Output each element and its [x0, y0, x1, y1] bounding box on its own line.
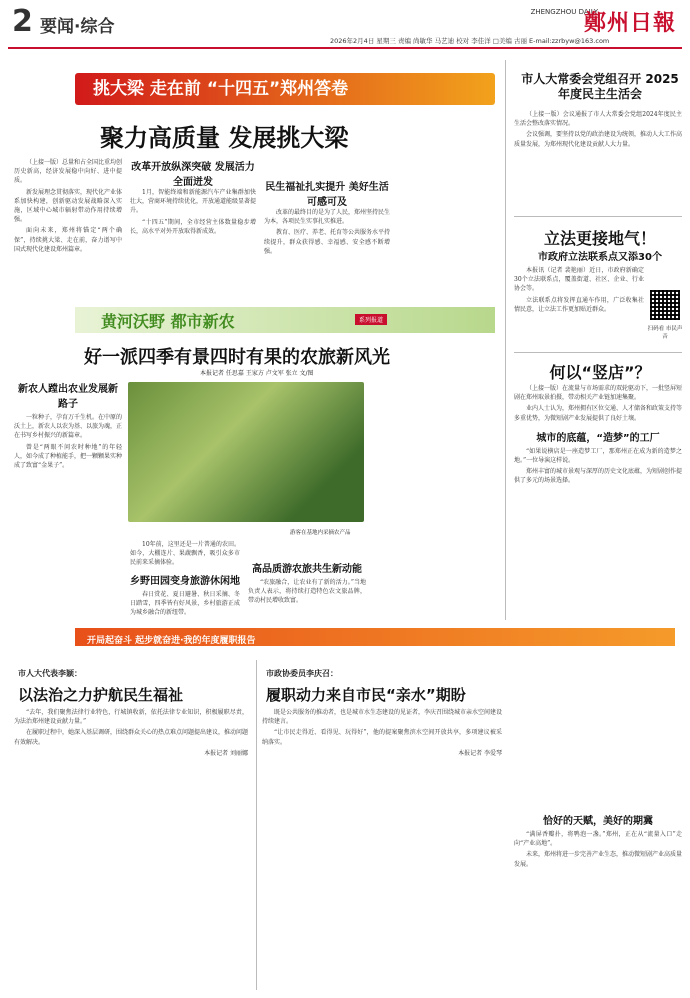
- column-divider: [505, 60, 506, 620]
- report-band-text: 开局起奋斗 起步就奋进·我的年度履职报告: [87, 636, 256, 646]
- lead-paragraph: 改革的最终目的是为了人民，郑州坚持民生为本，各项民生实事扎实推进。: [264, 209, 391, 226]
- npc-meeting-title: 市人大常委会党组召开 2025年度民主生活会: [521, 72, 679, 101]
- series-band-rural: [75, 307, 495, 333]
- studio-paragraph: “满屏香瓣扑，将鸭泡一盏。”郑州，正在从“流量入口”走向“产业高地”。: [514, 831, 682, 848]
- studio-paragraph: “如果说横店是一座造梦工厂，那郑州正在成为新的造梦之地。”一位导演这样说。: [514, 447, 682, 465]
- lead-subhead-1: 改革开放纵深突破 发展活力全面迸发: [131, 162, 255, 188]
- rural-paragraph: 春日赏花、夏日避暑、秋日采摘、冬日踏雪，四季皆有好风景，乡村旅游正成为城乡融合的新纽带。: [130, 590, 240, 617]
- legislation-title: 立法更接地气！: [543, 229, 656, 248]
- deputy-paragraph: “去年，我们聚焦法律行业特色，行城镇收新，依托法律专业知识，积极履职尽责，为法治郑州建设贡献力量。”: [14, 709, 248, 726]
- studio-paragraph: （上接一版）在流量与市场需求的双轮驱动下，一批竖屏短剧在郑州取景拍摄，带动相关产业链加速集聚。: [514, 385, 683, 402]
- studio-subhead-1: 城市的底蕴，“造梦”的工厂: [536, 432, 660, 444]
- logo-english: ZHENGZHOU DAILY: [530, 8, 598, 16]
- studio-subhead-2: 恰好的天赋，美好的期冀: [543, 816, 653, 827]
- npc-meeting-body: [514, 110, 682, 151]
- lead-paragraph: “十四五”期间，全市经营主体数量稳步增长，高水平对外开放取得新成效。: [130, 218, 256, 235]
- vertical-studio-title: 何以“竖店”？: [549, 363, 651, 382]
- cppcc-paragraph: 既是公共服务的推动者，也是城市水生态建设的见证者，李庆召围绕城市亲水空间建设持续建言。: [262, 709, 503, 726]
- legislation-body: [514, 266, 644, 316]
- rural-paragraph: 一粒种子，孕育万千生机。在中原的沃土上，新农人以农为基、以旅为魂，正在书写乡村振兴的新篇章。: [14, 414, 123, 440]
- page-number: 2: [12, 4, 33, 39]
- rural-subhead-3: 高品质游农旅共生新动能: [252, 564, 362, 575]
- cppcc-paragraph: “让市民走得近、看得见、玩得好”，他的提案聚焦滨水空间开放共享，多项建议被采纳落实。: [262, 729, 502, 746]
- cppcc-kicker: 市政协委员李庆召：: [266, 669, 338, 678]
- rural-col-2: [130, 540, 240, 619]
- lead-paragraph: （上接一版）总量和占全国比重均创历史新高，经济发展稳中向好、进中提质。: [14, 159, 123, 185]
- studio-continued: [514, 812, 682, 871]
- legislation-paragraph: 本报讯（记者 裴艳丽）近日，市政府新确定30个立法联系点，覆盖街道、社区、企业、行业协会等。: [514, 267, 644, 293]
- lead-subhead-2: 民生福祉扎实提升 美好生活可感可及: [265, 182, 389, 208]
- dateline: 2026年2月4日 星期三 责编 尚敏华 马艺迪 校对 李佳洋 □美编 古丽 E-mail:zzrbyw@163.com: [330, 37, 610, 45]
- rural-col-1: [14, 380, 122, 472]
- deputy-kicker: 市人大代表李颖：: [18, 669, 82, 678]
- column-divider: [256, 660, 257, 990]
- deputy-body: [14, 708, 248, 760]
- studio-paragraph: 郑州丰富的城市景观与深厚的历史文化底蕴，为短剧创作提供了多元的场景选择。: [514, 468, 683, 485]
- rural-subhead-2: 乡野田园变身旅游休闲地: [130, 575, 240, 587]
- rural-title: 好一派四季有景四时有果的农旅新风光: [84, 347, 390, 368]
- rural-col-3: [248, 540, 366, 608]
- series-tag: 系列报道: [355, 314, 387, 325]
- deputy-paragraph: 在履职过程中，她深入基层调研，围绕群众关心的热点难点问题提出建议，推动问题有效解决。: [14, 729, 249, 746]
- header-rule: [8, 47, 682, 49]
- page-header: [0, 0, 690, 58]
- rural-paragraph: “农旅融合，让农业有了新的活力。”当地负责人表示，将持续打造特色农文旅品牌，带动村民增收致富。: [248, 579, 366, 605]
- lead-col-2: [130, 158, 256, 238]
- lead-paragraph: 教育、医疗、养老、托育等公共服务水平持续提升，群众获得感、幸福感、安全感不断增强。: [264, 229, 391, 255]
- cppcc-body: [262, 708, 502, 760]
- legislation-subtitle: 市政府立法联系点又添30个: [538, 252, 662, 263]
- section-divider: [514, 216, 682, 217]
- section-divider: [514, 352, 682, 353]
- npc-paragraph: 会议强调，要坚持以党的政治建设为统领，推动人大工作高质量发展，为郑州现代化建设贡献人大力量。: [514, 131, 683, 148]
- legislation-paragraph: 立法联系点将发挥直通车作用，广泛收集社情民意，让立法工作更加贴近群众。: [514, 296, 644, 313]
- lead-col-3: [264, 158, 390, 258]
- section-name: 要闻·综合: [40, 17, 115, 37]
- series-banner: [75, 73, 495, 105]
- newspaper-logo: 鄭州日報: [583, 11, 676, 36]
- photo-caption: 游客在基地内采摘农产品: [290, 530, 351, 536]
- farm-photo: [128, 382, 364, 522]
- series-banner-text: 挑大梁 走在前 “十四五”郑州答卷: [93, 79, 349, 99]
- lead-paragraph: 新发展理念贯彻落实，现代化产业体系加快构建，创新驱动发展战略深入实施，区域中心城市辐射带动作用持续增强。: [14, 188, 123, 224]
- cppcc-title: 履职动力来自市民“亲水”期盼: [266, 686, 466, 704]
- lead-paragraph: 面向未来，郑州将锚定“两个确保”，持续挑大梁、走在前，奋力谱写中国式现代化建设郑州篇章。: [14, 227, 122, 253]
- npc-paragraph: （上接一版）会议通报了市人大常委会党组2024年度民主生活会整改落实情况。: [514, 111, 682, 128]
- deputy-title: 以法治之力护航民生福祉: [18, 686, 184, 704]
- lead-col-1: [14, 158, 122, 256]
- vertical-studio-body: [514, 384, 682, 488]
- studio-paragraph: 业内人士认为，郑州拥有区位交通、人才储备和政策支持等多重优势，为微短剧产业发展提供了良好土壤。: [514, 405, 683, 422]
- qr-code-icon[interactable]: [650, 290, 680, 320]
- rural-paragraph: 曾是“两眼不问农时种地”的年轻人，如今成了种植能手，把一颗颗果实种成了致富“金果子”。: [14, 443, 123, 470]
- rural-byline: 本报记者 任思嘉 王家方 卢文军 张立 文/图: [200, 370, 314, 377]
- rural-band-text: 黄河沃野 都市新农: [101, 312, 235, 331]
- studio-paragraph: 未来，郑州将进一步完善产业生态，推动微短剧产业高质量发展。: [514, 851, 683, 868]
- rural-paragraph: 10年前，这里还是一片普通的农田。如今，大棚连片、果蔬飘香，吸引众多市民前来采摘体验。: [130, 541, 240, 567]
- lead-title: 聚力高质量 发展挑大梁: [100, 124, 349, 152]
- cppcc-byline: 本报记者 李爱琴: [458, 749, 502, 757]
- qr-caption: 扫码看 市民声音: [647, 326, 683, 340]
- rural-subhead-1: 新农人蹚出农业发展新路子: [18, 384, 118, 410]
- lead-paragraph: 1月，智能终端和新能源汽车产业集群加快壮大，营商环境持续优化，开放通道能级显著提升。: [130, 189, 257, 215]
- report-band: [75, 628, 675, 646]
- deputy-byline: 本报记者 刘丽娜: [204, 749, 248, 757]
